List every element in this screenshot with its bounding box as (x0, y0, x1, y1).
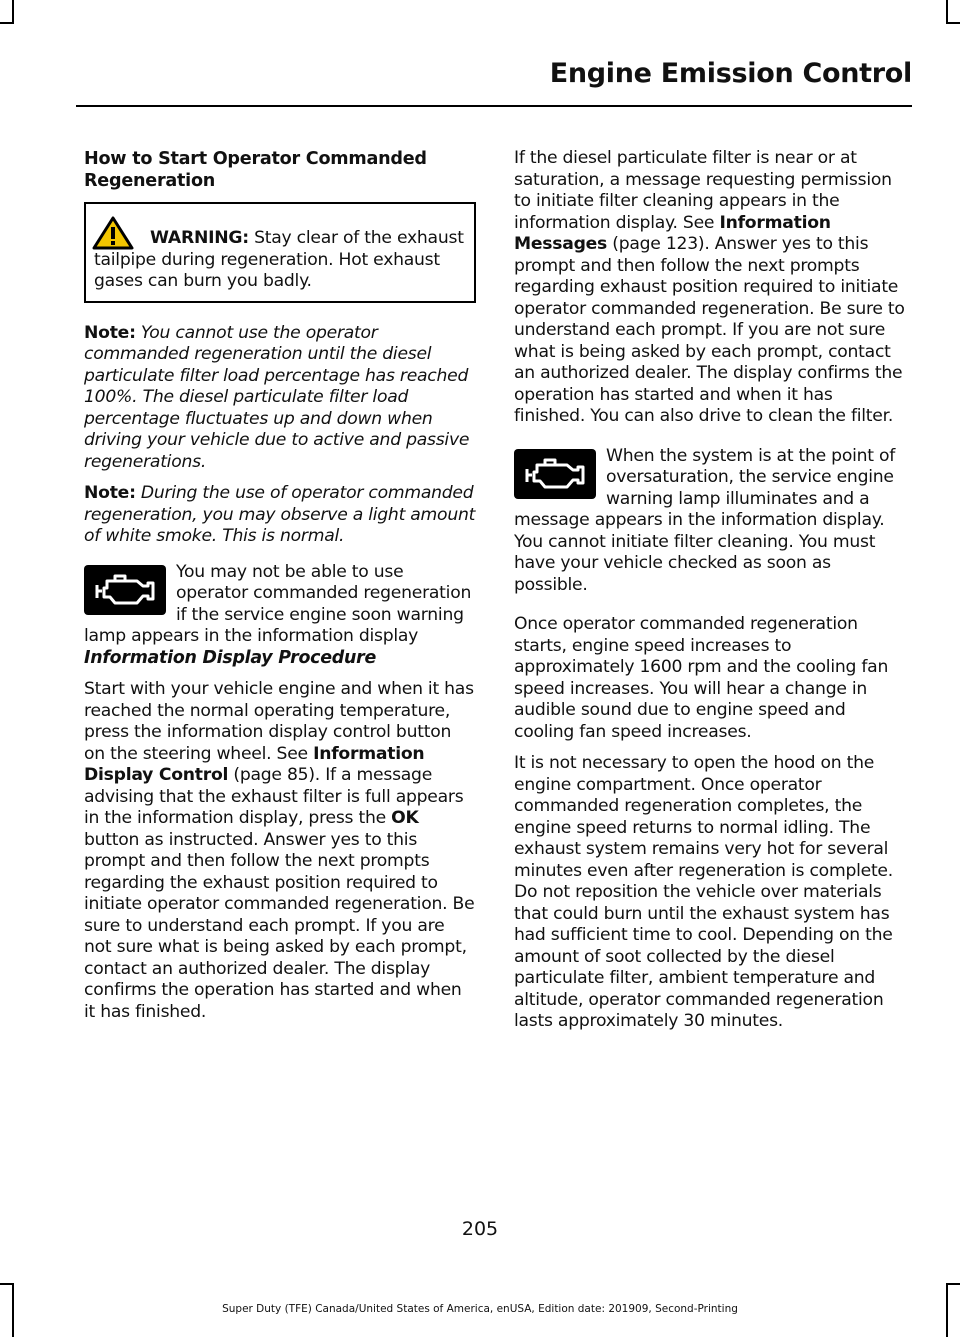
page-reference: (page 123). (612, 234, 710, 254)
page-reference: (page 85). (233, 765, 320, 785)
note-paragraph (84, 323, 476, 474)
body-text: If the diesel particulate filter is near or at saturation, a message requesting permission to initiate filter cleaning appears in the information display. See (514, 148, 892, 233)
right-column (514, 148, 906, 1043)
header-divider (76, 105, 912, 107)
body-paragraph: It is not necessary to open the hood on the engine compartment. Once operator commanded regeneration completes, the engine speed returns to normal idling. The exhaust system remains very hot for several minutes even after regeneration is complete. Do not reposition the vehicle over materials that could burn until the exhaust system has had sufficient time to cool. Depending on the amount of soot collected by the diesel particulate filter, ambient temperature and altitude, operator commanded regeneration lasts approximately 30 minutes. (514, 753, 893, 1031)
check-engine-icon (84, 565, 166, 615)
ok-button-label: OK (391, 808, 419, 828)
procedure-text: If a message advising that the exhaust filter is full appears in the information display, press the (84, 765, 464, 828)
note-text: You cannot use the operator commanded regeneration until the diesel particulate filter load percentage has reached 100%. The diesel particulate filter load percentage fluctuates up and down when driving your vehicle due to active and passive regenerations. (84, 322, 470, 472)
note-text: During the use of operator commanded regeneration, you may observe a light amount of white smoke. This is normal. (84, 483, 476, 546)
warning-label: WARNING: (150, 228, 249, 248)
section-heading: How to Start Operator Commanded Regeneration (84, 149, 427, 191)
icon-paragraph (514, 446, 906, 597)
body-paragraph: Once operator commanded regeneration starts, engine speed increases to approximately 1600 rpm and the cooling fan speed increases. You will hear a change in audible sound due to engine speed and cooling fan speed increases. (514, 614, 889, 742)
check-engine-icon (514, 449, 596, 499)
warning-box (84, 202, 476, 303)
icon-paragraph-text: You may not be able to use operator commanded regeneration if the service engine soon warning lamp appears in the information display (84, 561, 472, 646)
crop-mark (12, 0, 14, 24)
warning-text (94, 228, 466, 293)
note-label: Note: (84, 322, 136, 343)
crop-mark (946, 22, 960, 24)
procedure-text: button as instructed. Answer yes to this prompt and then follow the next prompts regarding the exhaust position required to initiate operator commanded regeneration. Be sure to understand each prompt. If you are not sure what is being asked by each prompt, contact an authorized dealer. The display confirms the operation has started and when it has finished. (84, 829, 475, 1022)
footer-text: Super Duty (TFE) Canada/United States of America, enUSA, Edition date: 201909, Second-Printing (222, 1303, 738, 1315)
crop-mark (0, 22, 14, 24)
page-title: Engine Emission Control (549, 58, 912, 89)
crop-mark (946, 1283, 960, 1285)
cross-reference-link[interactable]: Information Display Control (84, 743, 425, 785)
left-column (84, 148, 476, 1033)
icon-paragraph-text: When the system is at the point of oversaturation, the service engine warning lamp illuminates and a message appears in the information display. You cannot initiate filter cleaning. You must have your vehicle checked as soon as possible. (514, 445, 896, 595)
procedure-text: Start with your vehicle engine and when it has reached the normal operating temperature, press the information display control button on the steering wheel. See (84, 679, 474, 764)
crop-mark (946, 0, 948, 24)
cross-reference-link[interactable]: Information Messages (514, 212, 831, 254)
note-label: Note: (84, 483, 136, 503)
icon-paragraph (84, 562, 476, 648)
body-paragraph (514, 148, 906, 428)
note-paragraph (84, 483, 476, 548)
warning-triangle-icon (92, 216, 134, 257)
subsection-heading: Information Display Procedure (84, 647, 376, 668)
procedure-paragraph (84, 679, 476, 1023)
warning-body: Stay clear of the exhaust tailpipe during regeneration. Hot exhaust gases can burn you badly. (94, 228, 464, 291)
body-text: Answer yes to this prompt and then follow the next prompts regarding exhaust position required to initiate operator commanded regeneration. Be sure to understand each prompt. If you are not sure what is being asked by each prompt, contact an authorized dealer. The display confirms the operation has started and when it has finished. You can also drive to clean the filter. (514, 234, 905, 426)
page-number: 205 (461, 1218, 499, 1240)
crop-mark (0, 1283, 14, 1285)
